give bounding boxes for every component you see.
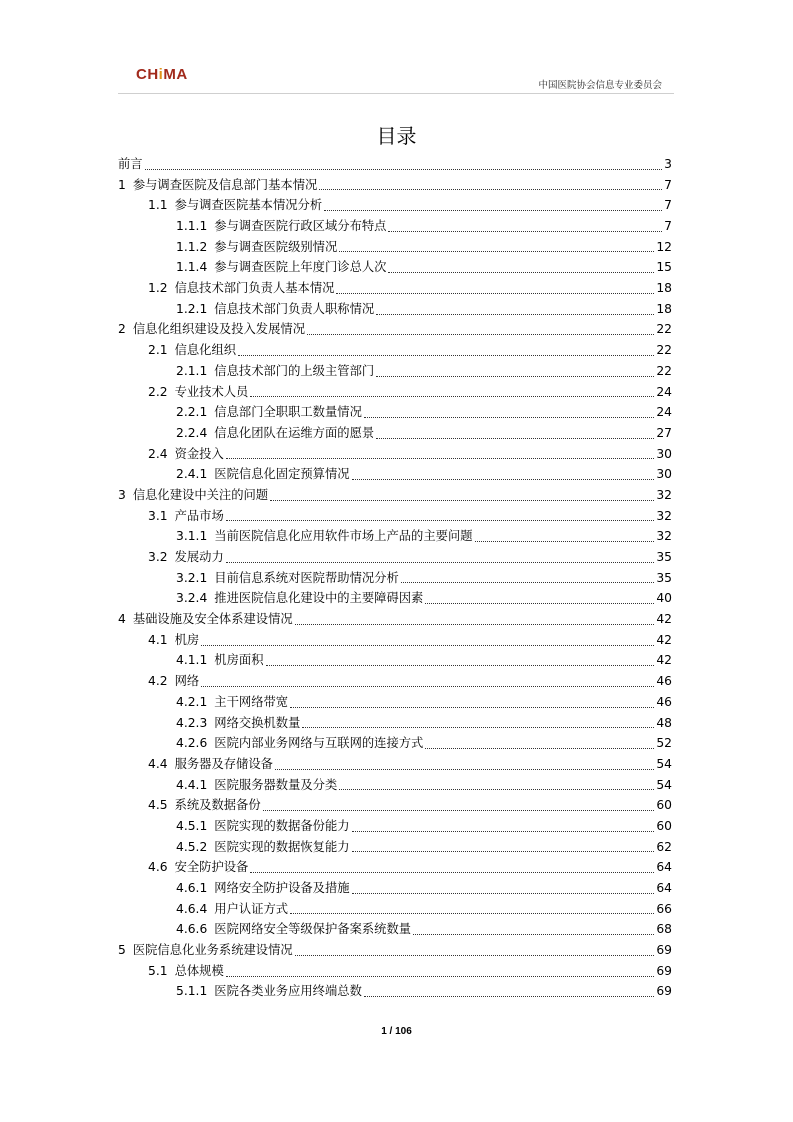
toc-dot-leader bbox=[352, 892, 655, 894]
toc-entry[interactable] bbox=[118, 857, 672, 878]
toc-entry-label bbox=[176, 216, 386, 237]
toc-entry-title: 产品市场 bbox=[174, 508, 224, 523]
toc-entry-number: 3.2.1 bbox=[176, 570, 208, 585]
toc-entry[interactable] bbox=[118, 278, 672, 299]
toc-entry[interactable] bbox=[118, 175, 672, 196]
toc-entry-label bbox=[176, 816, 350, 837]
toc-entry-title: 主干网络带宽 bbox=[214, 694, 289, 709]
toc-entry-label bbox=[148, 754, 273, 775]
toc-entry-title: 医院网络安全等级保护备案系统数量 bbox=[214, 922, 412, 937]
toc-page-number: 32 bbox=[656, 487, 672, 502]
toc-page-number: 64 bbox=[656, 860, 672, 875]
toc-entry-number: 4.6 bbox=[148, 860, 168, 875]
toc-page-number: 54 bbox=[656, 777, 672, 792]
toc-entry-title: 服务器及存储设备 bbox=[174, 756, 273, 771]
toc-dot-leader bbox=[226, 519, 655, 521]
toc-page-number: 69 bbox=[656, 984, 672, 999]
toc-entry-label bbox=[176, 588, 423, 609]
table-of-contents bbox=[118, 154, 672, 1002]
toc-entry-number: 4.2 bbox=[148, 674, 168, 689]
toc-page-number: 69 bbox=[656, 963, 672, 978]
toc-entry[interactable] bbox=[118, 361, 672, 382]
toc-dot-leader bbox=[270, 499, 654, 501]
toc-entry-label bbox=[148, 857, 248, 878]
toc-entry[interactable] bbox=[118, 257, 672, 278]
toc-entry-number: 1.2.1 bbox=[176, 301, 208, 316]
toc-page-number: 12 bbox=[656, 239, 672, 254]
toc-dot-leader bbox=[307, 333, 654, 335]
toc-entry-label bbox=[148, 278, 334, 299]
toc-entry-label bbox=[148, 506, 224, 527]
toc-entry-title: 网络 bbox=[174, 674, 200, 689]
toc-page-number: 7 bbox=[664, 198, 672, 213]
toc-dot-leader bbox=[364, 995, 654, 997]
toc-entry-number: 5.1.1 bbox=[176, 984, 208, 999]
toc-entry-number: 4.2.1 bbox=[176, 694, 208, 709]
toc-dot-leader bbox=[388, 271, 654, 273]
toc-entry-title: 发展动力 bbox=[174, 550, 224, 565]
toc-page-number: 18 bbox=[656, 281, 672, 296]
toc-entry[interactable] bbox=[118, 195, 672, 216]
toc-entry-title: 参与调查医院级别情况 bbox=[214, 239, 338, 254]
toc-entry-number: 1.1 bbox=[148, 198, 168, 213]
toc-entry-label bbox=[148, 340, 236, 361]
toc-entry-number: 4.5.1 bbox=[176, 818, 208, 833]
toc-entry-title: 医院各类业务应用终端总数 bbox=[214, 984, 362, 999]
toc-entry-number: 1.1.1 bbox=[176, 219, 208, 234]
toc-entry-title: 医院内部业务网络与互联网的连接方式 bbox=[214, 736, 424, 751]
toc-entry[interactable] bbox=[118, 340, 672, 361]
toc-entry-title: 总体规模 bbox=[174, 963, 224, 978]
toc-entry-label bbox=[118, 940, 293, 961]
toc-entry-label bbox=[148, 195, 322, 216]
toc-entry[interactable] bbox=[118, 444, 672, 465]
toc-dot-leader bbox=[413, 933, 654, 935]
toc-entry-title: 用户认证方式 bbox=[214, 901, 289, 916]
toc-entry-number: 4.6.4 bbox=[176, 901, 208, 916]
toc-entry-number: 4.6.1 bbox=[176, 881, 208, 896]
toc-dot-leader bbox=[295, 954, 655, 956]
toc-dot-leader bbox=[226, 975, 655, 977]
toc-entry-number: 1 bbox=[118, 177, 126, 192]
logo-text-ma: MA bbox=[163, 66, 188, 83]
toc-entry-title: 医院信息化业务系统建设情况 bbox=[132, 943, 293, 958]
toc-dot-leader bbox=[263, 809, 655, 811]
toc-entry-number: 2.1 bbox=[148, 343, 168, 358]
toc-entry[interactable] bbox=[118, 919, 672, 940]
toc-entry[interactable] bbox=[118, 609, 672, 630]
toc-entry-label bbox=[176, 692, 288, 713]
toc-entry-label bbox=[176, 526, 473, 547]
toc-page-number: 69 bbox=[656, 943, 672, 958]
toc-entry-title: 机房面积 bbox=[214, 653, 264, 668]
toc-page-number: 7 bbox=[664, 177, 672, 192]
toc-entry-label bbox=[118, 154, 143, 175]
toc-entry-number: 4.5.2 bbox=[176, 839, 208, 854]
toc-page-number: 15 bbox=[656, 260, 672, 275]
toc-page-number: 66 bbox=[656, 901, 672, 916]
toc-entry-title: 参与调查医院行政区域分布特点 bbox=[214, 219, 387, 234]
toc-dot-leader bbox=[352, 478, 655, 480]
toc-entry-number: 2 bbox=[118, 322, 126, 337]
toc-entry-title: 信息技术部门的上级主管部门 bbox=[214, 363, 375, 378]
toc-entry-label bbox=[176, 464, 350, 485]
toc-entry[interactable] bbox=[118, 630, 672, 651]
toc-dot-leader bbox=[226, 561, 655, 563]
toc-entry-label bbox=[176, 713, 300, 734]
toc-entry-title: 参与调查医院及信息部门基本情况 bbox=[132, 177, 318, 192]
toc-page-number: 22 bbox=[656, 343, 672, 358]
toc-entry[interactable] bbox=[118, 382, 672, 403]
toc-entry-label bbox=[118, 175, 317, 196]
toc-entry[interactable] bbox=[118, 837, 672, 858]
toc-entry-title: 信息化组织 bbox=[174, 343, 237, 358]
toc-page-number: 60 bbox=[656, 798, 672, 813]
toc-entry[interactable] bbox=[118, 754, 672, 775]
toc-entry[interactable] bbox=[118, 547, 672, 568]
toc-dot-leader bbox=[425, 747, 654, 749]
toc-entry[interactable] bbox=[118, 733, 672, 754]
toc-entry-title: 推进医院信息化建设中的主要障碍因素 bbox=[214, 591, 424, 606]
toc-entry-label bbox=[148, 382, 248, 403]
toc-entry-number: 4.1 bbox=[148, 632, 168, 647]
toc-entry[interactable] bbox=[118, 651, 672, 672]
toc-entry-number: 3.1.1 bbox=[176, 529, 208, 544]
toc-entry-label bbox=[176, 361, 374, 382]
toc-dot-leader bbox=[352, 850, 655, 852]
toc-entry-label bbox=[148, 547, 224, 568]
toc-dot-leader bbox=[376, 437, 654, 439]
toc-dot-leader bbox=[290, 706, 654, 708]
toc-entry-label bbox=[118, 609, 293, 630]
toc-dot-leader bbox=[250, 871, 654, 873]
toc-entry[interactable] bbox=[118, 485, 672, 506]
toc-dot-leader bbox=[201, 644, 654, 646]
header-divider bbox=[118, 93, 674, 94]
toc-entry-number: 3.1 bbox=[148, 508, 168, 523]
toc-dot-leader bbox=[238, 354, 654, 356]
toc-entry-number: 2.4.1 bbox=[176, 467, 208, 482]
toc-entry-title: 医院信息化固定预算情况 bbox=[214, 467, 350, 482]
chima-logo bbox=[136, 66, 188, 83]
toc-dot-leader bbox=[339, 788, 654, 790]
toc-page-number: 54 bbox=[656, 756, 672, 771]
toc-entry-title: 专业技术人员 bbox=[174, 384, 249, 399]
toc-entry-label bbox=[176, 899, 288, 920]
toc-page-number: 3 bbox=[664, 156, 672, 171]
toc-page-number: 46 bbox=[656, 694, 672, 709]
toc-dot-leader bbox=[376, 313, 654, 315]
toc-page-number: 68 bbox=[656, 922, 672, 937]
toc-entry-label bbox=[176, 568, 399, 589]
toc-entry-label bbox=[176, 775, 337, 796]
toc-entry-number: 2.2 bbox=[148, 384, 168, 399]
toc-entry-title: 信息技术部门负责人职称情况 bbox=[214, 301, 375, 316]
toc-entry[interactable] bbox=[118, 692, 672, 713]
toc-dot-leader bbox=[295, 623, 655, 625]
toc-entry[interactable] bbox=[118, 671, 672, 692]
toc-entry-title: 机房 bbox=[174, 632, 200, 647]
toc-entry-number: 3 bbox=[118, 487, 126, 502]
toc-entry[interactable] bbox=[118, 506, 672, 527]
toc-entry-number: 4 bbox=[118, 612, 126, 627]
toc-entry[interactable] bbox=[118, 299, 672, 320]
toc-dot-leader bbox=[475, 540, 655, 542]
toc-entry-number: 2.2.1 bbox=[176, 405, 208, 420]
toc-page-number: 52 bbox=[656, 736, 672, 751]
toc-entry-title: 参与调查医院上年度门诊总人次 bbox=[214, 260, 387, 275]
toc-page-number: 32 bbox=[656, 508, 672, 523]
toc-entry-number: 4.2.6 bbox=[176, 736, 208, 751]
toc-entry-number: 1.1.2 bbox=[176, 239, 208, 254]
toc-page-number: 30 bbox=[656, 467, 672, 482]
toc-dot-leader bbox=[376, 375, 654, 377]
toc-dot-leader bbox=[250, 395, 654, 397]
toc-entry-label bbox=[176, 423, 374, 444]
toc-entry-label bbox=[148, 444, 224, 465]
toc-entry-number: 2.2.4 bbox=[176, 425, 208, 440]
toc-page-number: 64 bbox=[656, 881, 672, 896]
toc-entry[interactable] bbox=[118, 713, 672, 734]
logo-text-ch: CH bbox=[136, 66, 159, 83]
toc-entry-number: 5.1 bbox=[148, 963, 168, 978]
toc-page-number: 30 bbox=[656, 446, 672, 461]
toc-dot-leader bbox=[401, 581, 655, 583]
toc-dot-leader bbox=[388, 230, 662, 232]
toc-entry-number: 4.6.6 bbox=[176, 922, 208, 937]
toc-entry-label bbox=[148, 961, 224, 982]
toc-entry[interactable] bbox=[118, 982, 672, 1003]
toc-entry-label bbox=[148, 795, 261, 816]
toc-entry-number: 5 bbox=[118, 943, 126, 958]
toc-entry-title: 安全防护设备 bbox=[174, 860, 249, 875]
toc-page-number: 22 bbox=[656, 322, 672, 337]
toc-entry-label bbox=[176, 650, 264, 671]
toc-page-number: 42 bbox=[656, 632, 672, 647]
toc-page-number: 42 bbox=[656, 653, 672, 668]
toc-entry-number: 2.1.1 bbox=[176, 363, 208, 378]
toc-entry-title: 参与调查医院基本情况分析 bbox=[174, 198, 323, 213]
toc-entry[interactable] bbox=[118, 568, 672, 589]
logo-text-i: i bbox=[158, 66, 164, 83]
toc-page-number: 42 bbox=[656, 612, 672, 627]
toc-page-number: 7 bbox=[664, 219, 672, 234]
toc-entry[interactable] bbox=[118, 899, 672, 920]
toc-entry-title: 网络交换机数量 bbox=[214, 715, 301, 730]
toc-page-number: 24 bbox=[656, 405, 672, 420]
toc-dot-leader bbox=[339, 250, 654, 252]
toc-dot-leader bbox=[290, 912, 654, 914]
toc-dot-leader bbox=[302, 726, 654, 728]
toc-dot-leader bbox=[319, 188, 662, 190]
toc-entry[interactable] bbox=[118, 878, 672, 899]
toc-dot-leader bbox=[201, 685, 654, 687]
toc-entry[interactable] bbox=[118, 526, 672, 547]
toc-entry-label bbox=[176, 919, 411, 940]
toc-page-number: 32 bbox=[656, 529, 672, 544]
toc-entry-label bbox=[118, 319, 305, 340]
toc-page-number: 24 bbox=[656, 384, 672, 399]
toc-dot-leader bbox=[145, 168, 663, 170]
toc-page-number: 48 bbox=[656, 715, 672, 730]
toc-entry-number: 4.4.1 bbox=[176, 777, 208, 792]
toc-dot-leader bbox=[226, 457, 655, 459]
page-indicator: 1 / 106 bbox=[381, 1026, 412, 1037]
toc-entry-title: 医院实现的数据恢复能力 bbox=[214, 839, 350, 854]
toc-entry-number: 2.4 bbox=[148, 446, 168, 461]
toc-entry[interactable] bbox=[118, 423, 672, 444]
toc-entry-title: 当前医院信息化应用软件市场上产品的主要问题 bbox=[214, 529, 473, 544]
toc-dot-leader bbox=[275, 768, 654, 770]
toc-entry-label bbox=[176, 237, 337, 258]
page-title: 目录 bbox=[376, 124, 417, 148]
toc-entry-label bbox=[148, 630, 199, 651]
toc-page-number: 35 bbox=[656, 570, 672, 585]
toc-entry-title: 目前信息系统对医院帮助情况分析 bbox=[214, 570, 399, 585]
toc-entry[interactable] bbox=[118, 320, 672, 341]
toc-entry-title: 医院服务器数量及分类 bbox=[214, 777, 338, 792]
toc-entry[interactable] bbox=[118, 237, 672, 258]
toc-entry-title: 网络安全防护设备及措施 bbox=[214, 881, 350, 896]
toc-entry[interactable] bbox=[118, 775, 672, 796]
toc-entry[interactable] bbox=[118, 961, 672, 982]
toc-entry-label bbox=[176, 299, 374, 320]
toc-entry-number: 4.5 bbox=[148, 798, 168, 813]
toc-entry-number: 4.2.3 bbox=[176, 715, 208, 730]
toc-entry-label bbox=[176, 402, 362, 423]
toc-entry-title: 医院实现的数据备份能力 bbox=[214, 818, 350, 833]
toc-dot-leader bbox=[266, 664, 655, 666]
toc-page-number: 40 bbox=[656, 591, 672, 606]
toc-entry[interactable] bbox=[118, 402, 672, 423]
toc-entry-label bbox=[176, 878, 350, 899]
toc-entry-label bbox=[176, 837, 350, 858]
toc-entry[interactable] bbox=[118, 154, 672, 175]
toc-entry-number: 4.1.1 bbox=[176, 653, 208, 668]
toc-entry-title: 信息化组织建设及投入发展情况 bbox=[132, 322, 305, 337]
toc-entry-title: 信息部门全职职工数量情况 bbox=[214, 405, 362, 420]
toc-page-number: 60 bbox=[656, 818, 672, 833]
toc-dot-leader bbox=[352, 830, 655, 832]
toc-entry-number: 1.2 bbox=[148, 281, 168, 296]
toc-page-number: 22 bbox=[656, 363, 672, 378]
toc-entry[interactable] bbox=[118, 816, 672, 837]
toc-entry[interactable] bbox=[118, 588, 672, 609]
toc-entry-number: 1.1.4 bbox=[176, 260, 208, 275]
toc-entry-title: 基础设施及安全体系建设情况 bbox=[132, 612, 293, 627]
toc-entry-label bbox=[118, 485, 268, 506]
toc-entry-label bbox=[176, 257, 386, 278]
toc-page-number: 27 bbox=[656, 425, 672, 440]
toc-page-number: 35 bbox=[656, 550, 672, 565]
toc-entry[interactable] bbox=[118, 464, 672, 485]
toc-entry-label bbox=[176, 981, 362, 1002]
toc-page-number: 18 bbox=[656, 301, 672, 316]
toc-page-number: 46 bbox=[656, 674, 672, 689]
toc-page-number: 62 bbox=[656, 839, 672, 854]
toc-entry[interactable] bbox=[118, 216, 672, 237]
toc-entry-number: 4.4 bbox=[148, 756, 168, 771]
toc-entry-number: 3.2 bbox=[148, 550, 168, 565]
toc-entry-title: 信息技术部门负责人基本情况 bbox=[174, 281, 335, 296]
toc-entry-title: 信息化团队在运维方面的愿景 bbox=[214, 425, 375, 440]
toc-dot-leader bbox=[324, 209, 662, 211]
toc-entry-title: 资金投入 bbox=[174, 446, 224, 461]
toc-entry-number: 3.2.4 bbox=[176, 591, 208, 606]
toc-entry[interactable] bbox=[118, 795, 672, 816]
organization-name: 中国医院协会信息专业委员会 bbox=[538, 80, 662, 91]
toc-entry-title: 信息化建设中关注的问题 bbox=[132, 487, 269, 502]
toc-dot-leader bbox=[425, 602, 654, 604]
toc-dot-leader bbox=[336, 292, 654, 294]
toc-dot-leader bbox=[364, 416, 654, 418]
toc-entry-label bbox=[176, 733, 423, 754]
toc-entry[interactable] bbox=[118, 940, 672, 961]
toc-entry-title: 系统及数据备份 bbox=[174, 798, 261, 813]
toc-entry-label bbox=[148, 671, 199, 692]
toc-entry-title: 前言 bbox=[118, 156, 143, 171]
